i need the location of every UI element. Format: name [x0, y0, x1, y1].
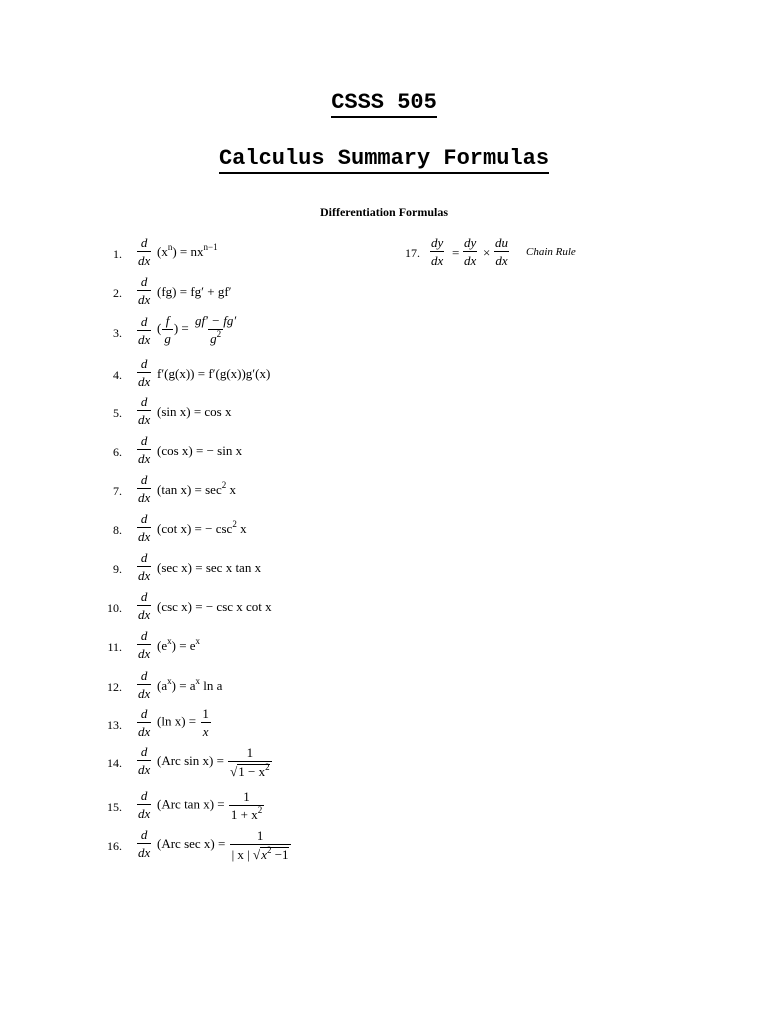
formula-4-ddx: $\frac{d}{dx}$ [138, 356, 151, 389]
formula-12-expr: $(a^x) = a^x$ ln a [157, 676, 223, 693]
formula-12-number: 12. [107, 680, 122, 694]
formula-10-ddx: $\frac{d}{dx}$ [138, 589, 151, 622]
formula-14-ddx: $\frac{d}{dx}$ [138, 744, 151, 777]
formula-4-number: 4. [113, 368, 122, 382]
formula-17-dy-dx: $\frac{dy}{dx}$ [464, 235, 477, 268]
formula-9-number: 9. [113, 562, 122, 576]
formula-4-expr: f′(g(x)) = f′(g(x))g′(x) [157, 366, 271, 381]
course-code: CSSS 505 [0, 90, 768, 118]
formula-16-expr: (Arc sec x) = $\frac{1}{| x | √x^2 -1}$ [157, 828, 289, 862]
formula-2-number: 2. [113, 286, 122, 300]
formula-11-ddx: $\frac{d}{dx}$ [138, 628, 151, 661]
formula-7-expr: (tan $x) = \sec^2 x$ [157, 480, 236, 497]
formula-1-ddx: $\frac{d}{dx}$ [138, 235, 151, 268]
document-title: Calculus Summary Formulas [0, 146, 768, 174]
formula-2-ddx: $\frac{d}{dx}$ [138, 274, 151, 307]
formula-15-expr: (Arc tan x) = $\frac{1}{1 + x^2}$ [157, 789, 263, 822]
formula-13-number: 13. [107, 718, 122, 732]
formula-5-ddx: $\frac{d}{dx}$ [138, 394, 151, 427]
formula-3-ddx: $\frac{d}{dx}$ [138, 314, 151, 347]
formula-5-number: 5. [113, 406, 122, 420]
formula-17-lhs: $\frac{dy}{dx}$ [431, 235, 444, 268]
formula-6-number: 6. [113, 445, 122, 459]
formula-11-number: 11. [107, 640, 122, 654]
formula-12-ddx: $\frac{d}{dx}$ [138, 668, 151, 701]
formula-7-number: 7. [113, 484, 122, 498]
section-heading: Differentiation Formulas [319, 205, 449, 219]
formula-13-ddx: $\frac{d}{dx}$ [138, 706, 151, 739]
formula-5-expr: (sin x) = cos x [157, 404, 232, 419]
formula-1-number: 1. [113, 247, 122, 261]
formula-15-ddx: $\frac{d}{dx}$ [138, 788, 151, 821]
formula-17-du-dx: $\frac{du}{dx}$ [495, 235, 508, 268]
formula-9-ddx: $\frac{d}{dx}$ [138, 550, 151, 583]
formula-7-ddx: $\frac{d}{dx}$ [138, 472, 151, 505]
formula-17-number: 17. [405, 246, 420, 260]
formula-8-number: 8. [113, 523, 122, 537]
formula-1-expr: $(x^n) = nx^{n-1}$ [157, 242, 218, 259]
formula-8-ddx: $\frac{d}{dx}$ [138, 511, 151, 544]
formula-10-expr: (csc x) = − csc x cot x [157, 599, 272, 614]
formula-6-ddx: $\frac{d}{dx}$ [138, 433, 151, 466]
formula-13-expr: (ln x) = $\frac{1}{x}$ [157, 706, 209, 739]
formula-14-number: 14. [107, 756, 122, 770]
formula-15-number: 15. [107, 800, 122, 814]
formula-16-number: 16. [107, 839, 122, 853]
formula-9-expr: (sec x) = sec x tan x [157, 560, 262, 575]
formula-14-expr: (Arc sin x) = $\frac{1}{√1 - x^2}$ [157, 745, 270, 779]
formula-3-number: 3. [113, 326, 122, 340]
formula-10-number: 10. [107, 601, 122, 615]
formula-17-equals: = [452, 245, 460, 260]
formula-16-ddx: $\frac{d}{dx}$ [138, 827, 151, 860]
formula-17-note: Chain Rule [526, 246, 576, 258]
formula-8-expr: (cot x) = − $\csc^2 x$ [157, 519, 247, 536]
formula-17-times: × [483, 245, 491, 260]
formula-6-expr: (cos x) = − sin x [157, 443, 243, 458]
formula-2-expr: (fg) = fg′ + gf′ [157, 284, 232, 299]
formula-3-expr: ( $\frac{f}{g}$ ) = $\frac{gf' - fg'}{g^2}$ [157, 313, 237, 346]
formula-11-expr: $(e^x) = e^x$ [157, 636, 201, 653]
